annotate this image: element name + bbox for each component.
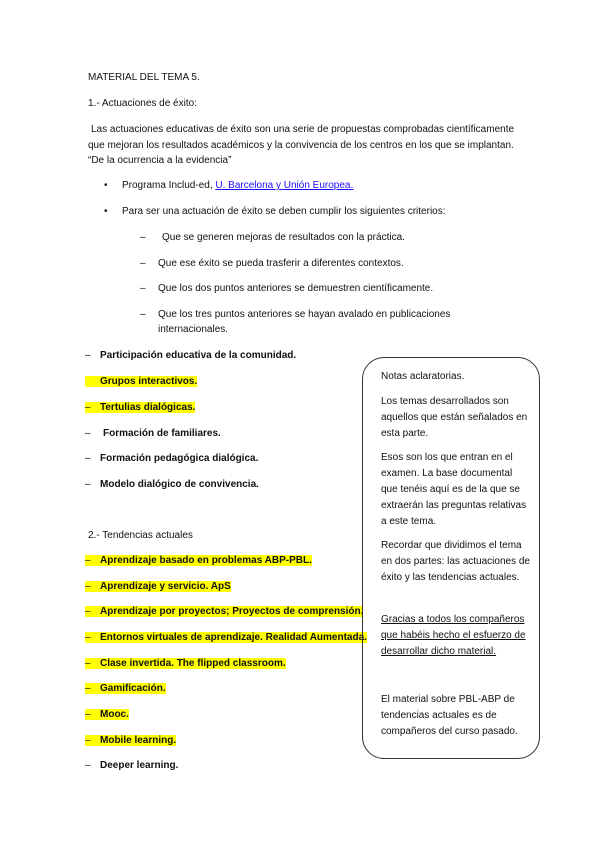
- criterion-2: Que ese éxito se pueda trasferir a diferentes contextos.: [158, 258, 404, 269]
- trend-deeper-learning: Deeper learning.: [100, 760, 179, 771]
- dash-marker: –: [85, 760, 91, 771]
- dash-marker: –: [140, 258, 146, 269]
- action-tertulias-dialogicas: Tertulias dialógicas.: [85, 402, 195, 413]
- ub-ue-link[interactable]: U. Barcelona y Unión Europea.: [215, 180, 354, 191]
- section2-heading: 2.- Tendencias actuales: [88, 530, 193, 541]
- notes-paragraph-4: Gracias a todos los compañeros que habéis hecho el esfuerzo de desarrollar dicho material.: [381, 614, 526, 657]
- trend-mobile-learning: Mobile learning.: [85, 735, 176, 746]
- dash-marker: –: [85, 683, 91, 694]
- notes-paragraph-2: Esos son los que entran en el examen. La base documental que tenéis aquí es de la que se extraerán las preguntas relativas a este tema.: [381, 452, 527, 527]
- trend-clase-invertida: Clase invertida. The flipped classroom.: [85, 658, 286, 669]
- dash-marker: –: [85, 402, 91, 413]
- dash-marker: –: [85, 479, 91, 490]
- trend-proyectos: Aprendizaje por proyectos; Proyectos de comprensión.: [85, 606, 363, 617]
- action-formacion-familiares: Formación de familiares.: [103, 428, 221, 439]
- trend-gamificacion: Gamificación.: [85, 683, 166, 694]
- dash-marker: –: [140, 283, 146, 294]
- trend-mooc: Mooc.: [85, 709, 129, 720]
- section1-heading: 1.- Actuaciones de éxito:: [88, 98, 197, 109]
- dash-marker: –: [85, 453, 91, 464]
- bullet-includ-ed-text: Programa Includ-ed,: [122, 180, 216, 191]
- criterion-1: Que se generen mejoras de resultados con la práctica.: [162, 232, 405, 243]
- bullet-marker: •: [104, 180, 108, 191]
- notes-title: Notas aclaratorias.: [381, 371, 465, 382]
- dash-marker: –: [85, 658, 91, 669]
- bullet-includ-ed: [122, 180, 353, 191]
- trend-entornos-virtuales: Entornos virtuales de aprendizaje. Realidad Aumentada.: [85, 632, 367, 643]
- action-grupos-interactivos: Grupos interactivos.: [85, 376, 197, 387]
- action-participacion: Participación educativa de la comunidad.: [100, 350, 297, 361]
- intro-line-1: Las actuaciones educativas de éxito son una serie de propuestas comprobadas científicamente: [91, 124, 515, 135]
- criterion-3: Que los dos puntos anteriores se demuestren científicamente.: [158, 283, 434, 294]
- dash-marker: –: [85, 632, 91, 643]
- bullet-marker: •: [104, 206, 108, 217]
- action-modelo-convivencia: Modelo dialógico de convivencia.: [100, 479, 259, 490]
- bullet-criteria-intro: Para ser una actuación de éxito se deben cumplir los siguientes criterios:: [122, 206, 446, 217]
- dash-marker: –: [85, 555, 91, 566]
- trend-abp: Aprendizaje basado en problemas ABP-PBL.: [85, 555, 312, 566]
- dash-marker: –: [85, 606, 91, 617]
- notes-paragraph-5: El material sobre PBL-ABP de tendencias actuales es de compañeros del curso pasado.: [381, 694, 518, 737]
- notes-paragraph-1: Los temas desarrollados son aquellos que están señalados en esta parte.: [381, 396, 528, 439]
- document-title: MATERIAL DEL TEMA 5.: [88, 72, 200, 83]
- dash-marker: –: [85, 709, 91, 720]
- dash-marker: –: [85, 735, 91, 746]
- notes-paragraph-3: Recordar que dividimos el tema en dos partes: las actuaciones de éxito y las tendencias actuales.: [381, 540, 530, 583]
- intro-line-2: que mejoran los resultados académicos y la convivencia de los centros en los que se implantan.: [88, 140, 514, 151]
- dash-marker: –: [85, 428, 91, 439]
- criterion-4: Que los tres puntos anteriores se hayan avalado en publicaciones: [158, 309, 451, 320]
- action-formacion-pedagogica: Formación pedagógica dialógica.: [100, 453, 259, 464]
- dash-marker: –: [140, 232, 146, 243]
- dash-marker: –: [140, 309, 146, 320]
- criterion-4-cont: internacionales.: [158, 324, 229, 335]
- dash-marker: –: [85, 581, 91, 592]
- intro-quote: “De la ocurrencia a la evidencia”: [88, 155, 232, 166]
- dash-marker: –: [85, 350, 91, 361]
- trend-aps: Aprendizaje y servicio. ApS: [85, 581, 231, 592]
